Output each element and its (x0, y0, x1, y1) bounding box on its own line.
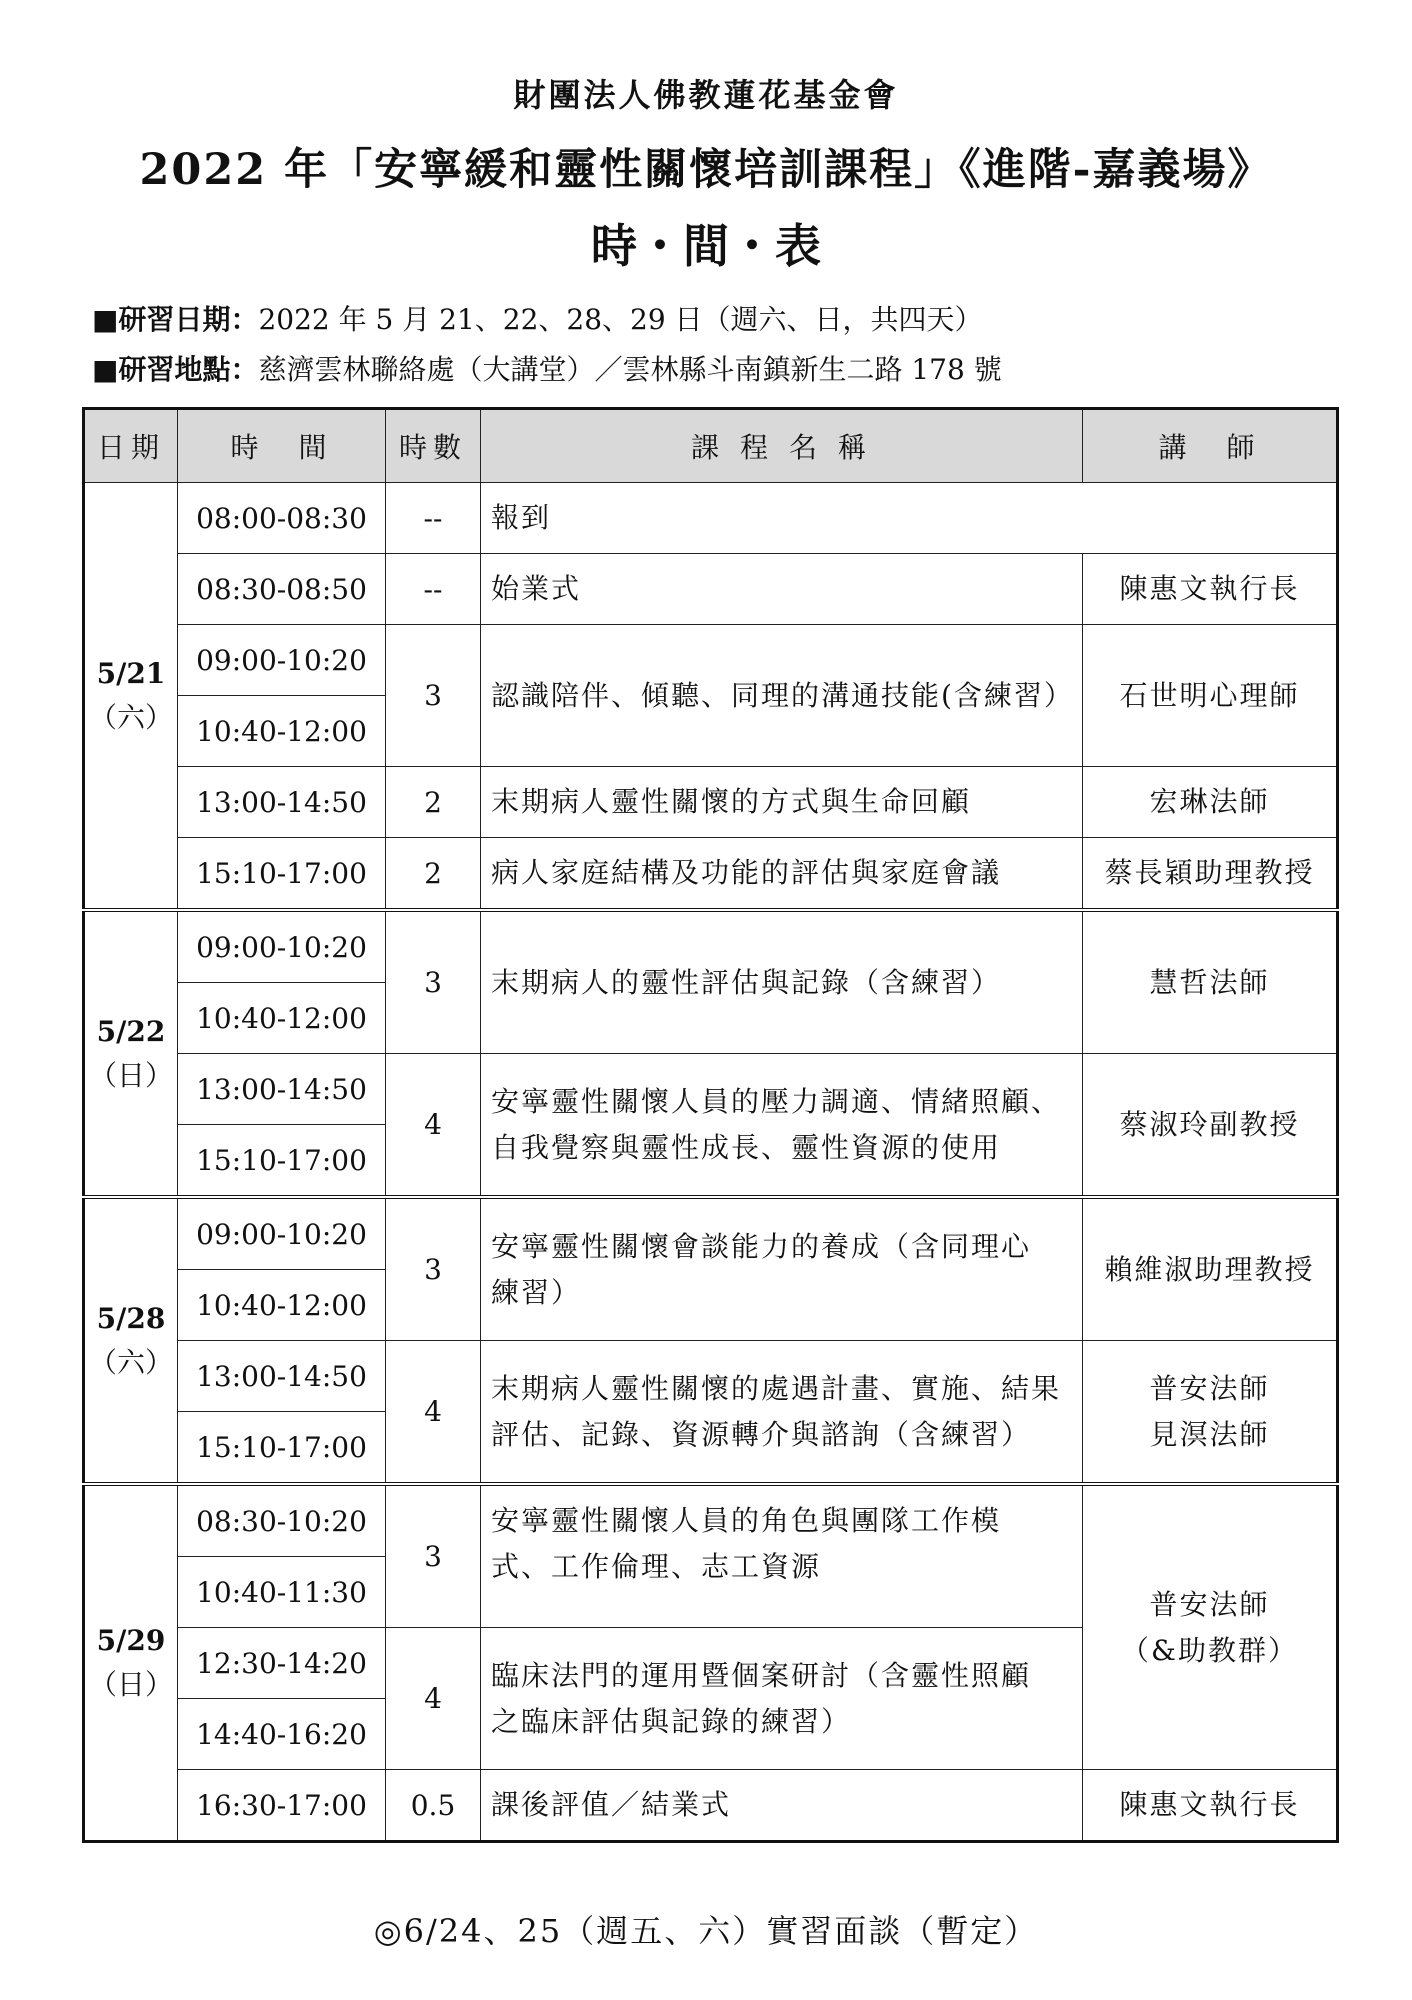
time-cell: 15:10-17:00 (178, 838, 386, 911)
study-location-label: ■研習地點： (92, 353, 259, 386)
course-cell (481, 1341, 1083, 1485)
day-cell (84, 910, 178, 1197)
time-cell: 15:10-17:00 (178, 1412, 386, 1485)
study-date-line (92, 298, 983, 338)
time-cell: 08:00-08:30 (178, 483, 386, 554)
day-of-week: （日） (88, 1058, 173, 1092)
instructor-line: 普安法師 (1149, 1371, 1270, 1405)
course-cell: 報到 (481, 483, 1338, 554)
time-cell: 10:40-12:00 (178, 983, 386, 1054)
day-date: 5/28 (96, 1301, 166, 1335)
hours-cell: 2 (386, 767, 481, 838)
instructor-cell: 宏琳法師 (1083, 767, 1338, 838)
course-cell (481, 1484, 1083, 1628)
instructor-cell: 慧哲法師 (1083, 910, 1338, 1054)
course-cell (481, 1197, 1083, 1341)
course-cell (481, 1628, 1083, 1770)
hours-cell: 2 (386, 838, 481, 911)
course-line: 安寧靈性關懷人員的壓力調適、情緒照顧、 (491, 1084, 1062, 1118)
day-date: 5/22 (96, 1014, 166, 1048)
day-date: 5/29 (96, 1624, 166, 1657)
hours-cell: 0.5 (386, 1770, 481, 1842)
time-cell: 12:30-14:20 (178, 1628, 386, 1699)
table-row (84, 1341, 1338, 1412)
table-row (84, 910, 1338, 983)
schedule-table (82, 407, 1339, 1843)
instructor-cell (1083, 1484, 1338, 1770)
table-row (84, 625, 1338, 696)
table-row (84, 1770, 1338, 1842)
hours-cell: 4 (386, 1628, 481, 1770)
time-cell: 08:30-10:20 (178, 1484, 386, 1557)
schedule-subtitle: 時・間・表 (591, 219, 821, 273)
footer-note: ◎6/24、25（週五、六）實習面談（暫定） (373, 1912, 1039, 1950)
time-cell: 14:40-16:20 (178, 1699, 386, 1770)
course-line: 評估、記錄、資源轉介與諮詢（含練習） (491, 1417, 1032, 1451)
day-of-week: （六） (88, 1345, 173, 1379)
time-cell: 10:40-12:00 (178, 1270, 386, 1341)
course-line: 練習） (491, 1275, 582, 1309)
course-line: 自我覺察與靈性成長、靈性資源的使用 (491, 1130, 1002, 1164)
hours-cell: 3 (386, 625, 481, 767)
day-date: 5/21 (96, 656, 166, 690)
table-row (84, 767, 1338, 838)
study-location-line (92, 348, 1002, 388)
time-cell: 10:40-12:00 (178, 696, 386, 767)
course-cell: 末期病人的靈性評估與記錄（含練習） (481, 910, 1083, 1054)
day-cell (84, 483, 178, 911)
course-cell: 課後評值／結業式 (481, 1770, 1083, 1842)
day-cell (84, 1484, 178, 1842)
course-line: 式、工作倫理、志工資源 (491, 1550, 822, 1583)
time-cell: 09:00-10:20 (178, 625, 386, 696)
hours-cell: 3 (386, 910, 481, 1054)
course-line: 安寧靈性關懷會談能力的養成（含同理心 (491, 1229, 1032, 1263)
course-cell: 病人家庭結構及功能的評估與家庭會議 (481, 838, 1083, 911)
hours-cell: 4 (386, 1054, 481, 1198)
time-cell: 16:30-17:00 (178, 1770, 386, 1842)
course-cell: 認識陪伴、傾聽、同理的溝通技能(含練習） (481, 625, 1083, 767)
hours-cell: 3 (386, 1197, 481, 1341)
document-title: 2022 年「安寧緩和靈性關懷培訓課程」《進階-嘉義場》 (139, 145, 1273, 195)
time-cell: 09:00-10:20 (178, 1197, 386, 1270)
hours-cell: -- (386, 483, 481, 554)
day-cell (84, 1197, 178, 1484)
course-cell (481, 1054, 1083, 1198)
day-of-week: （六） (88, 700, 173, 734)
study-date-value: 2022 年 5 月 21、22、28、29 日（週六、日，共四天） (258, 303, 983, 336)
table-row (84, 1484, 1338, 1557)
instructor-cell: 陳惠文執行長 (1083, 554, 1338, 625)
hours-cell: 4 (386, 1341, 481, 1485)
course-cell: 末期病人靈性關懷的方式與生命回顧 (481, 767, 1083, 838)
time-cell: 10:40-11:30 (178, 1557, 386, 1628)
time-cell: 08:30-08:50 (178, 554, 386, 625)
time-cell: 13:00-14:50 (178, 1054, 386, 1125)
header-instructor: 講 師 (1083, 409, 1338, 483)
instructor-cell: 陳惠文執行長 (1083, 1770, 1338, 1842)
course-line: 臨床法門的運用暨個案研討（含靈性照顧 (491, 1658, 1032, 1692)
course-cell: 始業式 (481, 554, 1083, 625)
time-cell: 13:00-14:50 (178, 767, 386, 838)
time-cell: 15:10-17:00 (178, 1125, 386, 1198)
table-row (84, 483, 1338, 554)
course-line: 安寧靈性關懷人員的角色與團隊工作模 (491, 1504, 1002, 1537)
day-of-week: （日） (88, 1668, 173, 1701)
hours-cell: 3 (386, 1484, 481, 1628)
instructor-cell: 蔡淑玲副教授 (1083, 1054, 1338, 1198)
instructor-cell (1083, 1341, 1338, 1485)
table-row (84, 1197, 1338, 1270)
table-row (84, 1054, 1338, 1125)
header-course: 課 程 名 稱 (481, 409, 1083, 483)
table-row (84, 554, 1338, 625)
header-time: 時 間 (178, 409, 386, 483)
header-hours: 時數 (386, 409, 481, 483)
time-cell: 13:00-14:50 (178, 1341, 386, 1412)
table-row (84, 838, 1338, 911)
hours-cell: -- (386, 554, 481, 625)
instructor-line: 普安法師 (1149, 1587, 1270, 1621)
course-line: 之臨床評估與記錄的練習） (491, 1704, 852, 1738)
time-cell: 09:00-10:20 (178, 910, 386, 983)
organization-name: 財團法人佛教蓮花基金會 (513, 76, 899, 114)
header-date: 日期 (84, 409, 178, 483)
instructor-line: （&助教群） (1121, 1633, 1298, 1667)
instructor-line: 見溟法師 (1149, 1417, 1270, 1451)
course-line: 末期病人靈性關懷的處遇計畫、實施、結果 (491, 1371, 1062, 1405)
table-header-row (84, 409, 1338, 483)
study-date-label: ■研習日期： (92, 303, 259, 336)
study-location-value: 慈濟雲林聯絡處（大講堂）／雲林縣斗南鎮新生二路 178 號 (258, 353, 1002, 386)
instructor-cell: 石世明心理師 (1083, 625, 1338, 767)
instructor-cell: 賴維淑助理教授 (1083, 1197, 1338, 1341)
instructor-cell: 蔡長穎助理教授 (1083, 838, 1338, 911)
